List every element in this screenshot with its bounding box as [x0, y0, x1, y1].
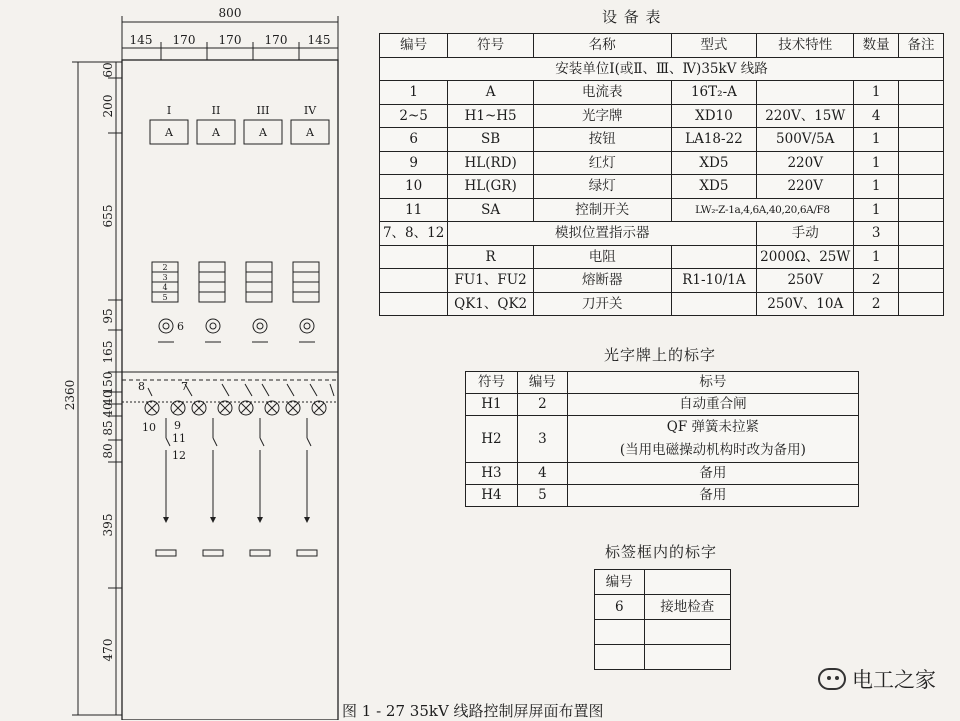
table-cell: XD5	[671, 175, 757, 199]
header-cell: 符号	[466, 372, 518, 394]
table-cell: SB	[448, 128, 534, 152]
table-cell: 按钮	[533, 128, 671, 152]
position-label-9: 9	[174, 419, 181, 432]
table-cell: HL(GR)	[448, 175, 534, 199]
table-row	[466, 463, 859, 485]
table-cell	[899, 245, 944, 269]
label-header-row	[595, 570, 731, 595]
table-cell: H2	[466, 416, 518, 463]
table-cell: 2	[854, 269, 899, 293]
lamp-label-2: 2	[162, 263, 168, 272]
equipment-table	[379, 33, 944, 316]
table-cell: 刀开关	[533, 292, 671, 316]
header-cell: 编号	[380, 34, 448, 58]
table-cell: 220V	[757, 175, 854, 199]
header-cell: 技术特性	[757, 34, 854, 58]
unit-numeral-4: IV	[303, 104, 317, 117]
table-cell	[899, 81, 944, 105]
table-cell: 1	[854, 175, 899, 199]
ammeter-label-3: A	[259, 126, 267, 139]
equipment-table-title: 设 备 表	[602, 8, 662, 26]
table-cell: 1	[854, 151, 899, 175]
table-cell: 模拟位置指示器	[448, 222, 757, 246]
position-label-11: 11	[172, 432, 186, 445]
table-cell: XD10	[671, 104, 757, 128]
table-cell	[899, 104, 944, 128]
table-cell	[899, 198, 944, 222]
table-cell: R1-10/1A	[671, 269, 757, 293]
table-cell: H4	[466, 485, 518, 507]
panel-outline	[122, 60, 338, 720]
table-row	[380, 269, 944, 293]
table-cell: 16T₂-A	[671, 81, 757, 105]
lamp-words-title: 光字牌上的标字	[604, 346, 717, 364]
table-cell	[757, 81, 854, 105]
table-cell	[595, 645, 645, 670]
dim-width-3: 170	[218, 33, 242, 47]
table-cell: 备用	[567, 485, 858, 507]
lamp-label-5: 5	[162, 293, 168, 302]
table-cell: 电阻	[533, 245, 671, 269]
panel-layout-drawing	[0, 0, 360, 720]
table-cell: 6	[380, 128, 448, 152]
section-cell: 安装单位Ⅰ(或Ⅱ、Ⅲ、Ⅳ)35kV 线路	[380, 57, 944, 81]
table-cell: 熔断器	[533, 269, 671, 293]
table-cell: 绿灯	[533, 175, 671, 199]
dim-height-395: 395	[101, 513, 115, 537]
table-cell: 250V、10A	[757, 292, 854, 316]
position-label-7: 7	[181, 380, 188, 393]
label-box-title: 标签框内的标字	[605, 543, 718, 561]
table-cell: 自动重合闸	[567, 394, 858, 416]
wechat-icon	[818, 668, 846, 690]
table-cell: 1	[854, 128, 899, 152]
position-label-8: 8	[138, 380, 145, 393]
table-cell: 电流表	[533, 81, 671, 105]
table-cell: 控制开关	[533, 198, 671, 222]
dim-height-95: 95	[101, 308, 115, 324]
table-cell: 3	[517, 416, 567, 463]
figure-caption: 图 1 - 27 35kV 线路控制屏屏面布置图	[342, 702, 604, 720]
header-cell: 型式	[671, 34, 757, 58]
dim-height-40b: 40	[101, 402, 115, 418]
dim-width-5: 145	[307, 33, 331, 47]
table-cell: 2~5	[380, 104, 448, 128]
table-cell: 备用	[567, 463, 858, 485]
header-cell	[644, 570, 730, 595]
table-cell	[380, 269, 448, 293]
label-box-table	[594, 569, 731, 670]
table-cell: 红灯	[533, 151, 671, 175]
ammeter-label-4: A	[306, 126, 314, 139]
dim-height-200: 200	[101, 94, 115, 118]
table-cell: 7、8、12	[380, 222, 448, 246]
table-row	[380, 292, 944, 316]
table-cell: 1	[854, 245, 899, 269]
lamp-label-3: 3	[162, 273, 168, 282]
table-cell: LW₂-Z-1a,4,6A,40,20,6A/F8	[671, 198, 854, 222]
dim-height-85: 85	[101, 420, 115, 436]
lamp-header-row	[466, 372, 859, 394]
table-cell	[380, 292, 448, 316]
header-cell: 编号	[517, 372, 567, 394]
table-cell: 2000Ω、25W	[757, 245, 854, 269]
table-cell: 1	[854, 81, 899, 105]
table-cell: 9	[380, 151, 448, 175]
dim-height-470: 470	[101, 638, 115, 662]
table-row	[380, 104, 944, 128]
table-cell: 3	[854, 222, 899, 246]
table-cell: QK1、QK2	[448, 292, 534, 316]
table-cell: 11	[380, 198, 448, 222]
table-cell: 光字牌	[533, 104, 671, 128]
table-cell	[899, 151, 944, 175]
table-cell: 2	[854, 292, 899, 316]
light-word-boxes	[152, 262, 319, 302]
table-cell: 250V	[757, 269, 854, 293]
table-row	[380, 245, 944, 269]
signal-lamps	[145, 401, 326, 415]
dim-total-height: 2360	[63, 379, 77, 411]
table-cell: 220V、15W	[757, 104, 854, 128]
table-cell: 220V	[757, 151, 854, 175]
mimic-indicators	[122, 384, 338, 402]
equipment-header-row	[380, 34, 944, 58]
table-cell: R	[448, 245, 534, 269]
table-cell: 1	[854, 198, 899, 222]
table-cell: LA18-22	[671, 128, 757, 152]
dim-width-2: 170	[172, 33, 196, 47]
dim-width-4: 170	[264, 33, 288, 47]
table-row	[595, 595, 731, 620]
table-cell: 手动	[757, 222, 854, 246]
position-label-12: 12	[172, 449, 186, 462]
label-frames	[156, 550, 317, 556]
table-cell: 10	[380, 175, 448, 199]
table-cell	[595, 620, 645, 645]
table-cell: H3	[466, 463, 518, 485]
watermark-text: 电工之家	[852, 668, 936, 692]
table-cell	[644, 645, 730, 670]
lamp-words-table	[465, 371, 859, 507]
unit-numeral-2: II	[211, 104, 221, 117]
table-row	[466, 485, 859, 507]
table-cell: H1~H5	[448, 104, 534, 128]
table-cell: SA	[448, 198, 534, 222]
table-cell: 6	[595, 595, 645, 620]
table-cell	[644, 620, 730, 645]
ammeters	[150, 120, 329, 144]
table-row	[380, 151, 944, 175]
table-cell	[671, 245, 757, 269]
lamp-label-4: 4	[162, 283, 168, 292]
table-cell	[899, 292, 944, 316]
dim-height-655: 655	[101, 204, 115, 228]
table-cell: XD5	[671, 151, 757, 175]
equipment-section-row	[380, 57, 944, 81]
dim-height-150: 150	[101, 371, 115, 395]
dim-width-1: 145	[129, 33, 153, 47]
table-row	[380, 222, 944, 246]
ammeter-label-2: A	[212, 126, 220, 139]
table-cell: HL(RD)	[448, 151, 534, 175]
table-cell	[899, 175, 944, 199]
table-row	[466, 416, 859, 463]
table-row	[380, 128, 944, 152]
table-cell: A	[448, 81, 534, 105]
table-cell: FU1、FU2	[448, 269, 534, 293]
dim-height-40a: 40	[101, 390, 115, 406]
table-row	[595, 645, 731, 670]
table-cell	[899, 269, 944, 293]
switch-lines	[166, 418, 311, 520]
unit-numeral-1: I	[166, 104, 172, 117]
header-cell: 备注	[899, 34, 944, 58]
position-label-10: 10	[142, 421, 156, 434]
watermark	[818, 664, 936, 694]
dim-height-60: 60	[101, 62, 115, 78]
header-cell: 名称	[533, 34, 671, 58]
height-ticks	[108, 78, 122, 588]
table-cell: QF 弹簧未拉紧 (当用电磁操动机构时改为备用)	[567, 416, 858, 463]
table-cell: 4	[854, 104, 899, 128]
table-cell: 2	[517, 394, 567, 416]
ammeter-label-1: A	[165, 126, 173, 139]
unit-numeral-3: III	[256, 104, 270, 117]
table-row	[380, 81, 944, 105]
table-cell	[899, 128, 944, 152]
table-cell	[899, 222, 944, 246]
dim-height-80: 80	[101, 443, 115, 459]
table-row	[595, 620, 731, 645]
table-row	[466, 394, 859, 416]
position-label-6: 6	[177, 320, 184, 333]
table-row	[380, 198, 944, 222]
table-cell: 4	[517, 463, 567, 485]
table-cell: H1	[466, 394, 518, 416]
dim-total-width: 800	[218, 6, 242, 20]
header-cell: 标号	[567, 372, 858, 394]
header-cell: 数量	[854, 34, 899, 58]
table-cell: 接地检查	[644, 595, 730, 620]
header-cell: 编号	[595, 570, 645, 595]
table-cell: 1	[380, 81, 448, 105]
table-cell: 5	[517, 485, 567, 507]
table-cell	[671, 292, 757, 316]
table-row	[380, 175, 944, 199]
dim-height-165: 165	[101, 340, 115, 364]
table-cell: 500V/5A	[757, 128, 854, 152]
table-cell	[380, 245, 448, 269]
header-cell: 符号	[448, 34, 534, 58]
